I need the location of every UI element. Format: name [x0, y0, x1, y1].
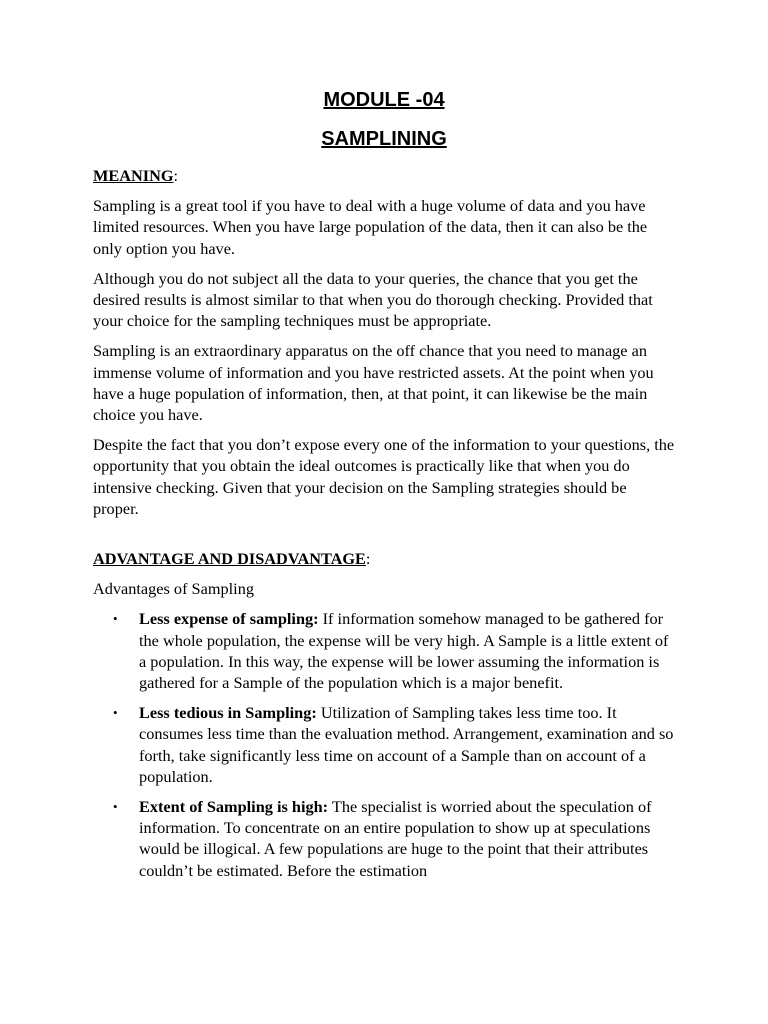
list-item [93, 702, 675, 787]
advantage-heading-colon: : [365, 549, 371, 569]
advantage-heading-text: ADVANTAGE AND DISADVANTAGE [93, 549, 366, 569]
bullet-term: Extent of Sampling is high: [139, 797, 329, 817]
bullet-text: The specialist is worried about the speculation of information. To concentrate on an entire population to show up at speculations would be illogical. A few populations are huge to the point that their attributes couldn’t be estimated. Before the estimation [139, 797, 652, 880]
advantage-heading [93, 548, 675, 569]
module-title: MODULE -04 [323, 89, 445, 111]
advantages-list [93, 608, 675, 880]
bullet-icon: • [113, 705, 118, 721]
document-body [93, 165, 675, 890]
list-item [93, 796, 675, 881]
subject-title: SAMPLINING [321, 128, 447, 150]
paragraph: Sampling is a great tool if you have to deal with a huge volume of data and you have limited resources. When you have large population of the data, then it can also be the only option you have. [93, 196, 648, 258]
bullet-text: Utilization of Sampling takes less time too. It consumes less time than the evaluation method. Arrangement, examination and so forth, take significantly less time on account of a Sample than on account of a population. [139, 703, 674, 786]
meaning-heading-colon: : [173, 166, 179, 185]
advantages-subheading: Advantages of Sampling [93, 579, 254, 599]
bullet-term: Less expense of sampling: [139, 609, 319, 629]
bullet-icon: • [113, 611, 118, 627]
paragraph: Despite the fact that you don’t expose every one of the information to your questions, the opportunity that you obtain the ideal outcomes is practically like that when you do intensive checking. Given that your decision on the Sampling strategies should be proper. [93, 435, 675, 518]
meaning-heading [93, 165, 675, 186]
bullet-term: Less tedious in Sampling: [139, 703, 317, 723]
bullet-icon: • [113, 799, 118, 815]
list-item [93, 608, 675, 693]
meaning-heading-text: MEANING [93, 166, 174, 185]
paragraph: Although you do not subject all the data to your queries, the chance that you get the desired results is almost similar to that when you do thorough checking. Provided that your choice for the sampling techniques must be appropriate. [93, 268, 653, 331]
section-spacer [93, 528, 675, 548]
bullet-text: If information somehow managed to be gathered for the whole population, the expense will be very high. A Sample is a little extent of a population. In this way, the expense will be lower assuming the information is gathered for a Sample of the population which is a major benefit. [139, 609, 669, 693]
paragraph: Sampling is an extraordinary apparatus on the off chance that you need to manage an immense volume of information and you have restricted assets. At the point when you have a huge population of information, then, at that point, it can likewise be the main choice you have. [93, 341, 654, 425]
